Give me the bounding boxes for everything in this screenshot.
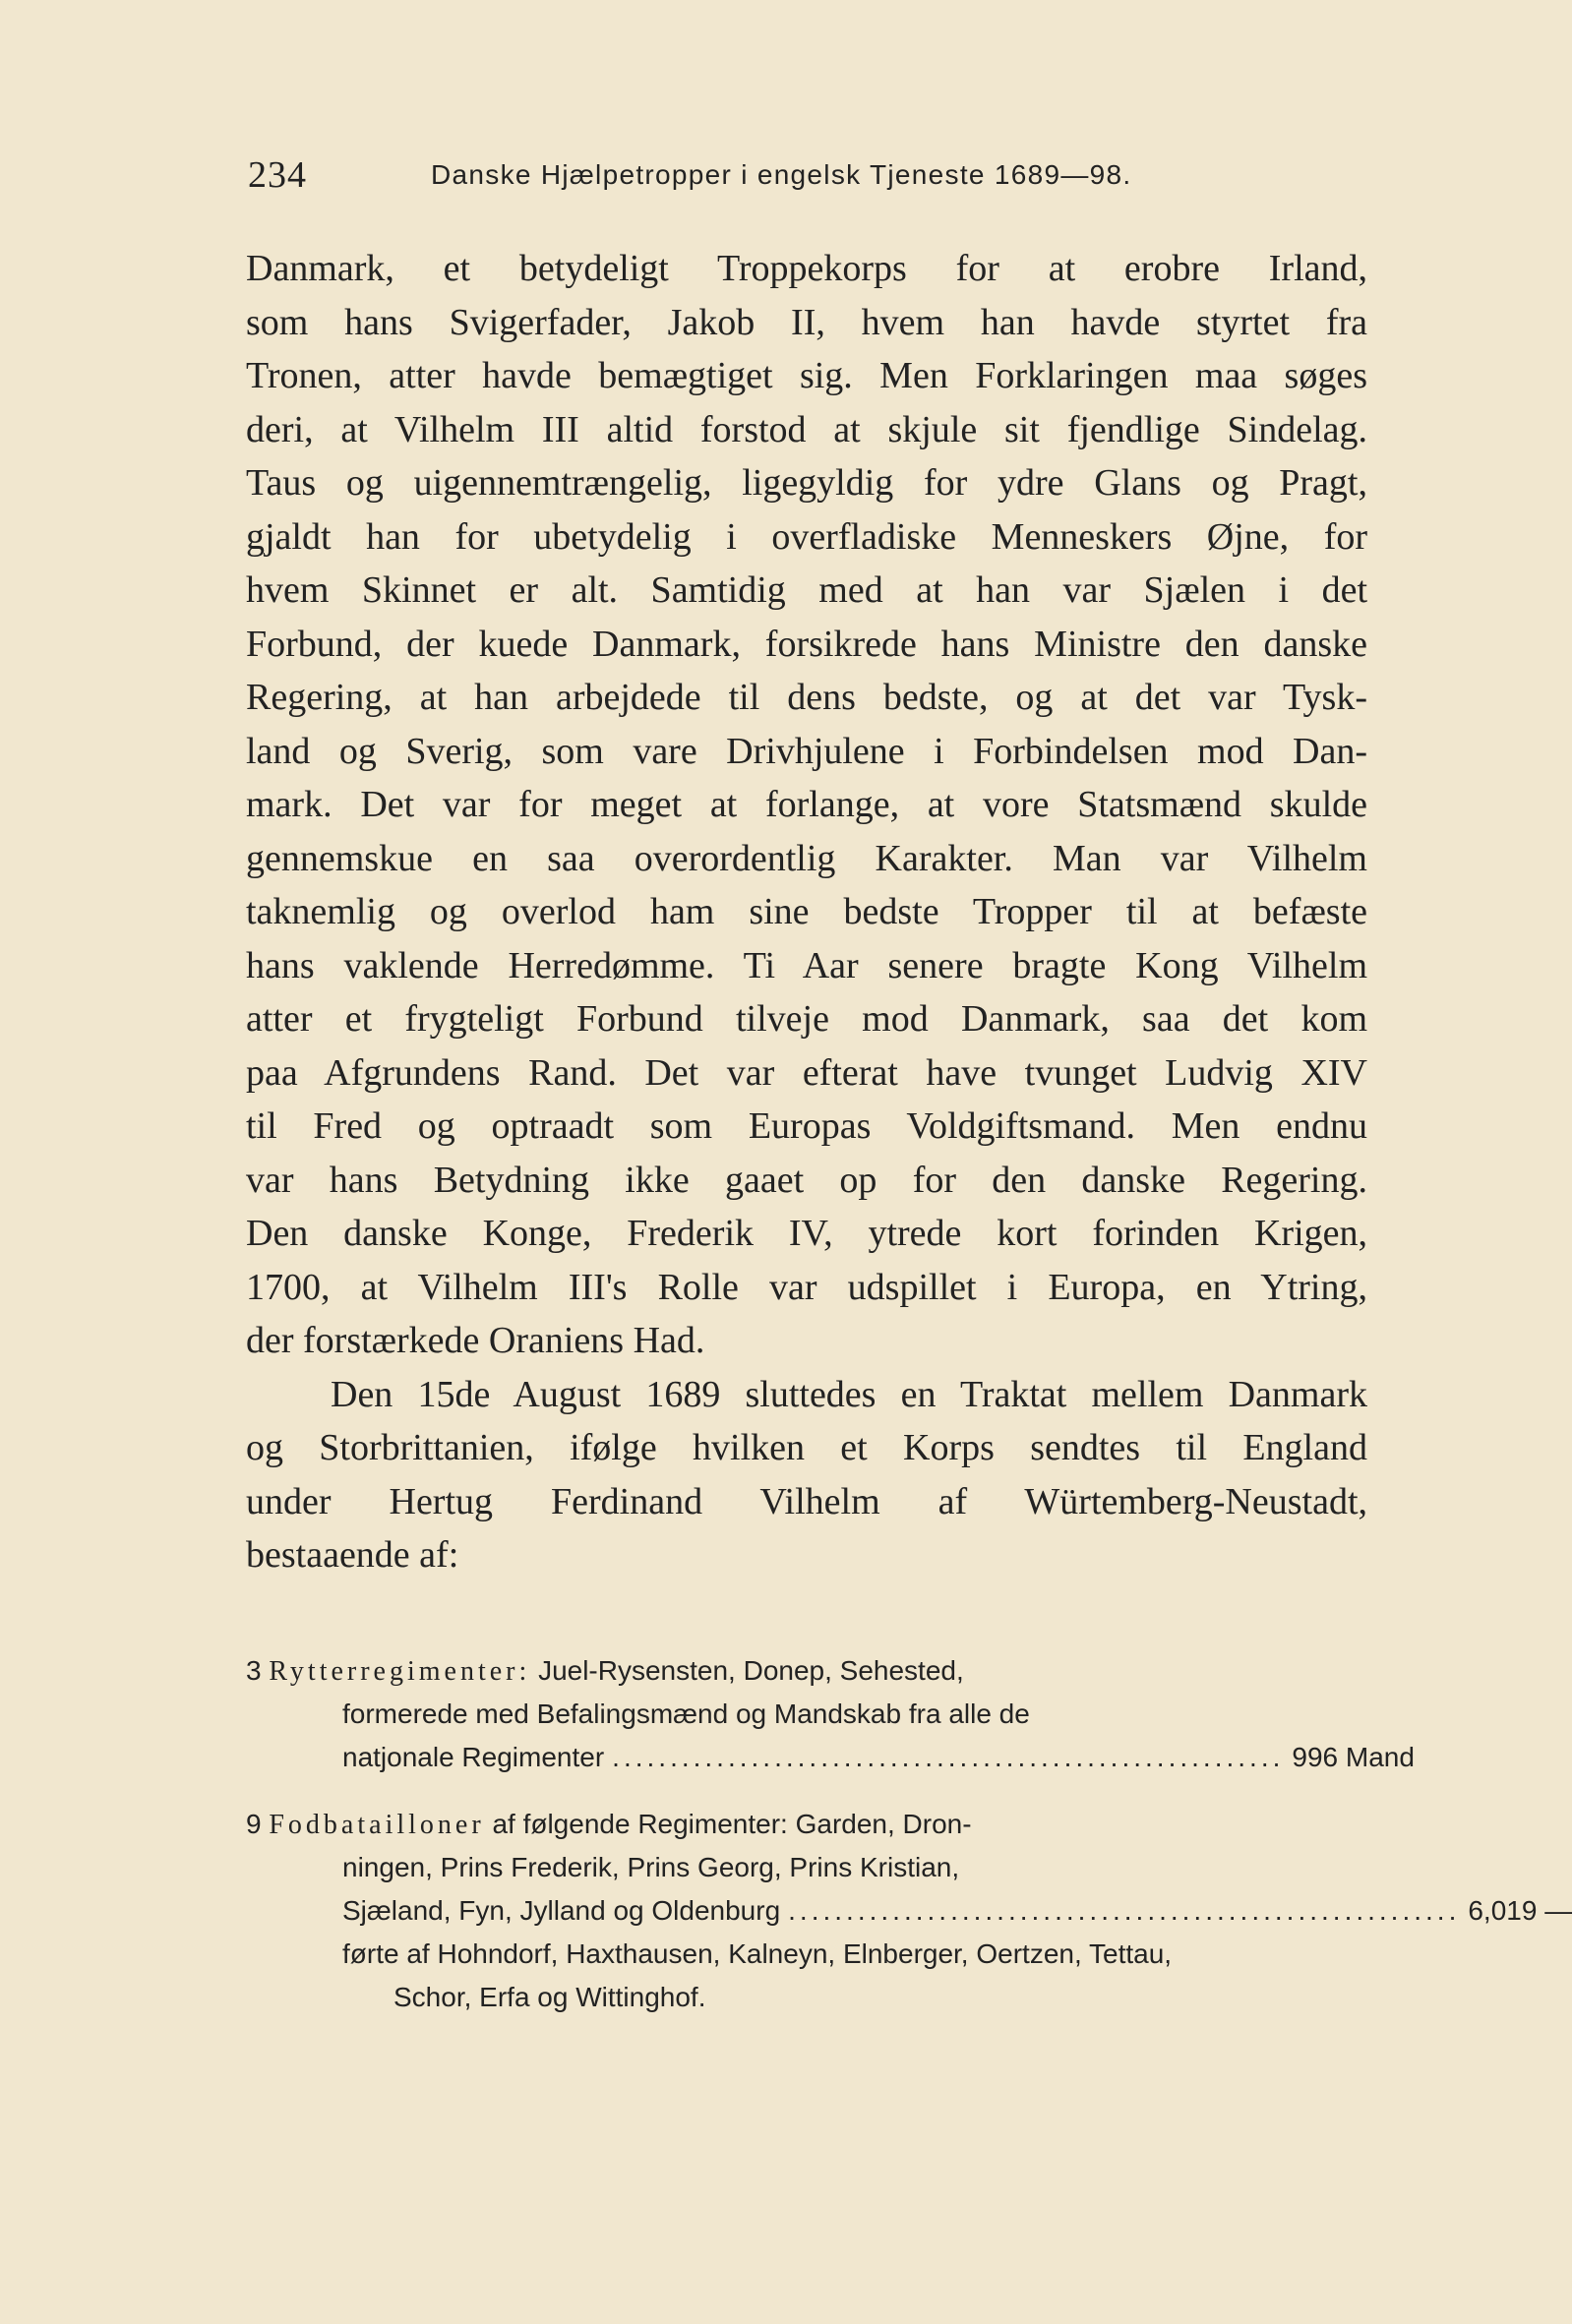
dot-leader: .......................................................... — [788, 1895, 1461, 1926]
item-label: Sjæland, Fyn, Jylland og Oldenburg — [342, 1895, 781, 1926]
item-names: Juel-Rysensten, Donep, Sehested, — [538, 1655, 964, 1686]
text-line: gennemskue en saa overordentlig Karakter. Man var Vilhelm — [246, 837, 1367, 879]
text-line: hans vaklende Herredømme. Ti Aar senere bragte Kong Vilhelm — [246, 944, 1367, 986]
text-line: Danmark, et betydeligt Troppekorps for at erobre Irland, — [246, 248, 1367, 289]
page-header — [248, 149, 1232, 199]
item-label: natjonale Regimenter — [342, 1742, 605, 1772]
list-item-infantry — [246, 1803, 1572, 2019]
text-line: gjaldt han for ubetydelig i overfladiske Menneskers Øjne, for — [246, 515, 1367, 558]
text-line: bestaaende af: — [246, 1534, 459, 1576]
list-line: formerede med Befalingsmænd og Mandskab fra alle de — [342, 1698, 1030, 1729]
item-amount: 6,019 — — [1468, 1895, 1572, 1926]
item-count: 3 — [246, 1655, 262, 1686]
list-line: førte af Hohndorf, Haxthausen, Kalneyn, Elnberger, Oertzen, Tettau, — [342, 1938, 1173, 1969]
text-line: Forbund, der kuede Danmark, forsikrede hans Ministre den danske — [246, 623, 1367, 665]
text-line: var hans Betydning ikke gaaet op for den danske Regering. — [246, 1159, 1367, 1201]
text-line: deri, at Vilhelm III altid forstod at skjule sit fjendlige Sindelag. — [246, 408, 1367, 450]
text-line: land og Sverig, som vare Drivhjulene i Forbindelsen mod Dan- — [246, 730, 1367, 772]
list-item-cavalry — [246, 1649, 1415, 1779]
list-line — [246, 1889, 1572, 1933]
text-line: Taus og uigennemtrængelig, ligegyldig for ydre Glans og Pragt, — [246, 462, 1367, 504]
text-line: der forstærkede Oraniens Had. — [246, 1320, 705, 1361]
text-line: Regering, at han arbejdede til dens bedste, og at det var Tysk- — [246, 677, 1367, 718]
text-line: atter et frygteligt Forbund tilveje mod Danmark, saa det kom — [246, 998, 1367, 1040]
list-line — [246, 1649, 1367, 1693]
text-line: Den 15de August 1689 sluttedes en Traktat mellem Danmark — [331, 1373, 1367, 1415]
text-line: paa Afgrundens Rand. Det var efterat have tvunget Ludvig XIV — [246, 1051, 1367, 1094]
list-line: ningen, Prins Frederik, Prins Georg, Prins Kristian, — [342, 1852, 960, 1882]
list-line — [246, 1736, 1415, 1779]
dot-leader: .......................................................... — [612, 1742, 1285, 1772]
item-count: 9 — [246, 1809, 262, 1839]
text-line: mark. Det var for meget at forlange, at vore Statsmænd skulde — [246, 784, 1367, 825]
text-line: til Fred og optraadt som Europas Voldgiftsmand. Men endnu — [246, 1105, 1367, 1147]
troop-list — [246, 1649, 1572, 2043]
item-regiments: af følgende Regimenter: Garden, Dron- — [492, 1809, 972, 1839]
list-line — [246, 1803, 1367, 1846]
item-unit: Fodbatailloner — [269, 1810, 485, 1840]
text-line: og Storbrittanien, ifølge hvilken et Korps sendtes til England — [246, 1427, 1367, 1468]
text-line: under Hertug Ferdinand Vilhelm af Würtemberg-Neustadt, — [246, 1480, 1367, 1522]
text-line: Tronen, atter havde bemægtiget sig. Men Forklaringen maa søges — [246, 355, 1367, 396]
running-title: Danske Hjælpetropper i engelsk Tjeneste 1689—98. — [431, 159, 1132, 190]
page-number: 234 — [248, 154, 307, 196]
item-unit: Rytterregimenter: — [269, 1656, 531, 1687]
body-text — [246, 242, 1367, 1582]
text-line: taknemlig og overlod ham sine bedste Tropper til at befæste — [246, 891, 1367, 932]
list-line: Schor, Erfa og Wittinghof. — [393, 1982, 706, 2012]
text-line: 1700, at Vilhelm III's Rolle var udspillet i Europa, en Ytring, — [246, 1266, 1367, 1308]
text-line: Den danske Konge, Frederik IV, ytrede kort forinden Krigen, — [246, 1213, 1367, 1254]
item-amount: 996 Mand — [1292, 1742, 1415, 1772]
text-line: hvem Skinnet er alt. Samtidig med at han var Sjælen i det — [246, 569, 1367, 611]
text-line: som hans Svigerfader, Jakob II, hvem han havde styrtet fra — [246, 301, 1367, 343]
